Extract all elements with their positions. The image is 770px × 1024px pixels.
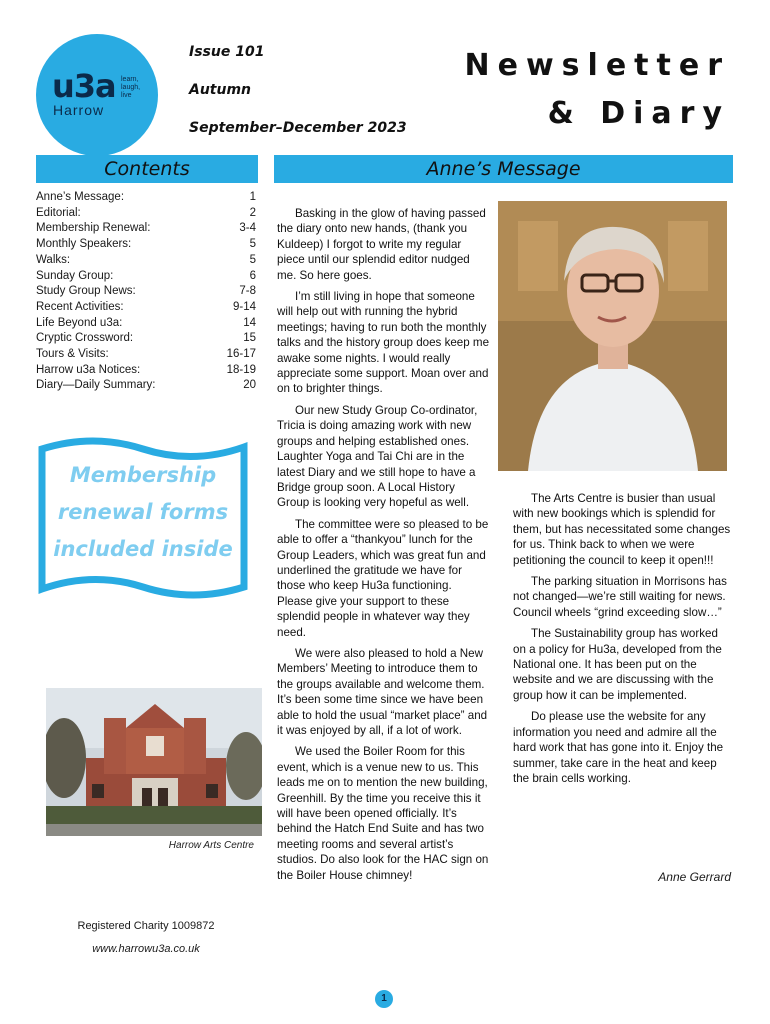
message-paragraph: We were also pleased to hold a New Members’ Meeting to introduce them to the groups available and welcome them. It’s been some time since we have been able to hold the usual “market place” and it was enjoyed by all, if a lot of work. [277, 646, 488, 737]
toc-label: Tours & Visits: [36, 348, 109, 361]
issue-number: Issue 101 [189, 44, 265, 60]
message-paragraph: Basking in the glow of having passed the diary onto new hands, (thank you Kuldeep) I forgot to write my regular piece until our splendid editor nudged me. So here goes. [277, 207, 486, 282]
table-of-contents [36, 190, 256, 394]
toc-page: 9-14 [232, 300, 256, 313]
contents-heading: Contents [36, 155, 258, 183]
toc-entry[interactable] [36, 284, 256, 300]
toc-label: Monthly Speakers: [36, 238, 132, 251]
message-paragraph: The parking situation in Morrisons has not changed—we’re still waiting for news. Council wheels “grind exceeding slow…” [513, 575, 727, 619]
toc-page: 3-4 [239, 222, 256, 235]
toc-label: Life Beyond u3a: [36, 316, 123, 329]
charity-number: Registered Charity 1009872 [77, 920, 215, 932]
toc-page: 15 [243, 332, 256, 345]
toc-entry[interactable] [36, 363, 256, 379]
u3a-harrow-logo [36, 34, 158, 156]
toc-page: 6 [249, 269, 256, 282]
message-heading: Anne’s Message [274, 155, 733, 183]
toc-entry[interactable] [36, 237, 256, 253]
message-paragraph: We used the Boiler Room for this event, which is a venue new to us. This leads me on to mention the new building, Greenhill. By the time you receive this it will have been opened officially. It’s behind the Hatch End Suite and has two meeting rooms and several artist’s studios. Do also look for the HAC sign on the Boiler House chimney! [277, 745, 489, 882]
toc-label: Study Group News: [36, 285, 136, 298]
anne-portrait [498, 201, 727, 471]
toc-label: Cryptic Crossword: [36, 332, 134, 345]
logo-name: Harrow [53, 102, 105, 118]
banner-line-1: Membership [69, 463, 217, 487]
toc-page: 1 [249, 191, 256, 203]
diary-title: & Diary [547, 96, 730, 131]
signature: Anne Gerrard [658, 870, 731, 884]
logo-tagline: learn, laugh, live [121, 76, 141, 99]
toc-page: 5 [249, 253, 256, 266]
banner-line-3: included inside [53, 537, 233, 561]
toc-page: 20 [243, 379, 256, 392]
toc-label: Walks: [36, 253, 71, 266]
photo-caption: Harrow Arts Centre [168, 840, 254, 851]
toc-label: Anne’s Message: [36, 191, 125, 203]
toc-label: Harrow u3a Notices: [36, 363, 141, 376]
message-column-1 [277, 206, 490, 889]
toc-entry[interactable] [36, 206, 256, 222]
toc-page: 5 [249, 238, 256, 251]
toc-page: 18-19 [226, 363, 256, 376]
message-paragraph: Our new Study Group Co-ordinator, Tricia is doing amazing work with new groups and helping established ones. Laughter Yoga and Tai Chi are in the latest Diary and we still hope to have a Bridge group soon. A Local History Group is looking very hopeful as well. [277, 403, 478, 510]
message-paragraph: The committee were so pleased to be able to offer a “thankyou” lunch for the Group Leaders, which was great fun and underlined the gratitude we have for those who keep Hu3a functioning. Please give your support to these splendid people in whatever way they need. [277, 517, 489, 639]
toc-entry[interactable] [36, 190, 256, 206]
website-link[interactable]: www.harrowu3a.co.uk [92, 943, 200, 955]
issue-season: Autumn [189, 82, 252, 98]
logo-mark: u3a [52, 67, 116, 105]
message-paragraph: I’m still living in hope that someone will help out with running the hybrid meetings; having to run both the monthly talks and the history group does keep me awake some nights. I would really appreciate some support. Moan over and on to brighter things. [277, 290, 490, 396]
newsletter-title: Newsletter [464, 48, 730, 83]
toc-entry[interactable] [36, 316, 256, 332]
toc-entry[interactable] [36, 221, 256, 237]
banner-line-2: renewal forms [57, 500, 229, 524]
message-column-2 [513, 491, 731, 792]
toc-page: 2 [249, 206, 256, 219]
message-paragraph: The Arts Centre is busier than usual with new bookings which is splendid for them, but has necessitated some changes for us. Think back to when we were petitioning the council to keep it open!!! [513, 492, 731, 567]
issue-period: September–December 2023 [189, 120, 407, 136]
toc-entry[interactable] [36, 378, 256, 394]
toc-label: Sunday Group: [36, 269, 114, 282]
toc-entry[interactable] [36, 347, 256, 363]
toc-page: 16-17 [226, 348, 256, 361]
toc-page: 14 [243, 316, 256, 329]
membership-banner [38, 437, 248, 599]
toc-entry[interactable] [36, 269, 256, 285]
arts-centre-photo [46, 688, 262, 836]
toc-entry[interactable] [36, 253, 256, 269]
toc-entry[interactable] [36, 331, 256, 347]
message-paragraph: Do please use the website for any information you need and admire all the hard work that has gone into it. Enjoy the summer, take care in the heat and keep the brain cells working. [513, 710, 724, 785]
message-paragraph: The Sustainability group has worked on a policy for Hu3a, developed from the National one. It has been put on the website and we are discussing with the group how it can be implemented. [513, 627, 722, 702]
page-number: 1 [375, 990, 393, 1008]
toc-page: 7-8 [239, 285, 256, 298]
toc-label: Membership Renewal: [36, 222, 151, 235]
toc-label: Diary—Daily Summary: [36, 379, 156, 392]
toc-label: Editorial: [36, 206, 81, 219]
toc-entry[interactable] [36, 300, 256, 316]
toc-label: Recent Activities: [36, 300, 124, 313]
